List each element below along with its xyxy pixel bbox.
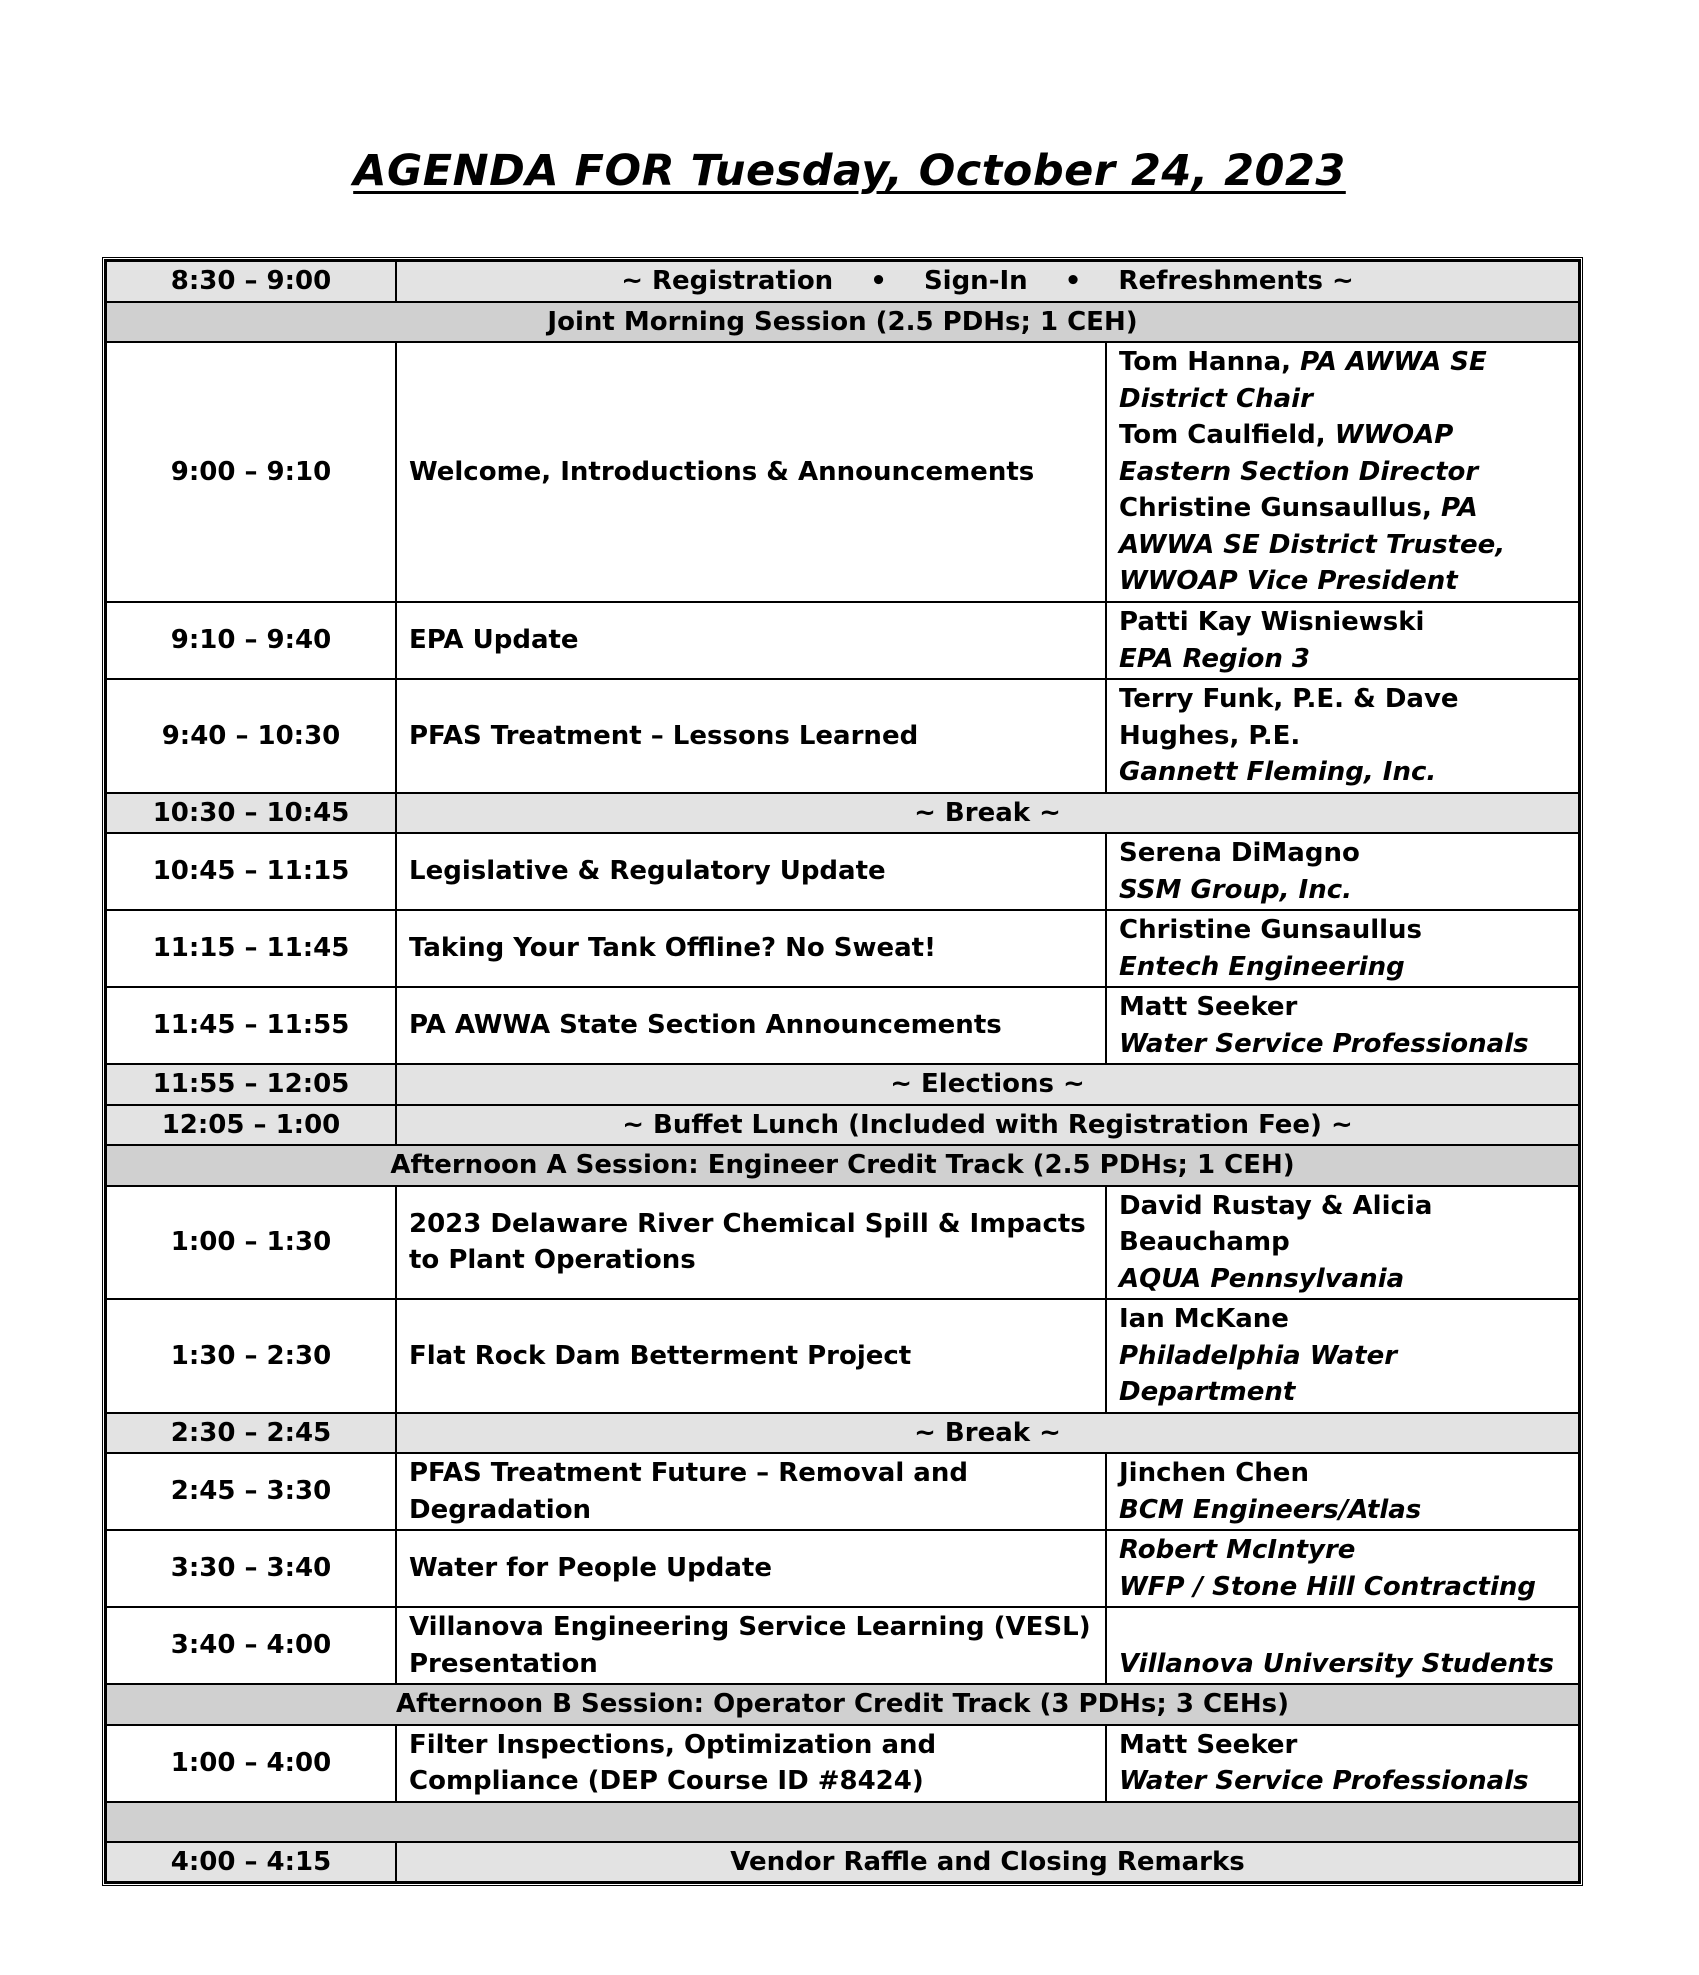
topic-cell: PFAS Treatment Future – Removal and Degradation	[396, 1453, 1106, 1530]
speaker-cell	[1106, 1607, 1579, 1684]
time-cell: 4:00 – 4:15	[106, 1842, 396, 1883]
topic-cell: Taking Your Tank Offline? No Sweat!	[396, 910, 1106, 987]
speaker-cell	[1106, 1530, 1579, 1607]
spacer-cell	[106, 1802, 1579, 1842]
speaker-affiliation: Water Service Professionals	[1119, 1766, 1529, 1796]
bullet-icon: •	[1064, 266, 1082, 296]
topic-cell: PFAS Treatment – Lessons Learned	[396, 679, 1106, 793]
refreshments-label: Refreshments ~	[1118, 266, 1354, 296]
speaker-name: Tom Hanna,	[1119, 347, 1301, 378]
page-title: AGENDA FOR Tuesday, October 24, 2023	[353, 146, 1346, 196]
speaker-name: David Rustay & Alicia Beauchamp	[1119, 1190, 1433, 1257]
speaker-cell	[1106, 833, 1579, 910]
speaker-name: Robert McIntyre	[1119, 1535, 1356, 1565]
registration-label: ~ Registration	[621, 266, 834, 296]
time-cell: 11:45 – 11:55	[106, 987, 396, 1064]
speaker-cell	[1106, 910, 1579, 987]
section-header-afternoon-b	[106, 1684, 1579, 1725]
time-cell: 2:45 – 3:30	[106, 1453, 396, 1530]
speaker-cell	[1106, 679, 1579, 793]
registration-cell	[396, 261, 1579, 302]
speaker-cell	[1106, 1299, 1579, 1413]
agenda-row-filter	[106, 1725, 1579, 1802]
topic-cell: Welcome, Introductions & Announcements	[396, 342, 1106, 602]
section-header-joint-morning	[106, 302, 1579, 343]
agenda-row-state	[106, 987, 1579, 1064]
speaker-affiliation: AQUA Pennsylvania	[1119, 1263, 1405, 1294]
speaker-affiliation: Villanova University Students	[1119, 1648, 1554, 1679]
topic-cell: 2023 Delaware River Chemical Spill & Impacts to Plant Operations	[396, 1186, 1106, 1300]
speaker-role: PA AWWA SE District Trustee, WWOAP Vice President	[1119, 493, 1506, 597]
time-cell: 10:45 – 11:15	[106, 833, 396, 910]
speaker-name: Jinchen Chen	[1119, 1458, 1309, 1488]
speaker-cell	[1106, 602, 1579, 679]
time-cell: 1:00 – 4:00	[106, 1725, 396, 1802]
speaker-affiliation: Entech Engineering	[1119, 951, 1405, 982]
time-cell: 9:10 – 9:40	[106, 602, 396, 679]
topic-cell: PA AWWA State Section Announcements	[396, 987, 1106, 1064]
speaker-name: Ian McKane	[1119, 1304, 1289, 1334]
bullet-icon: •	[870, 266, 887, 296]
speaker-name: Christine Gunsaullus,	[1119, 493, 1441, 524]
break-label: ~ Break ~	[396, 1413, 1579, 1454]
speaker-affiliation: BCM Engineers/Atlas	[1119, 1494, 1422, 1525]
break-label: ~ Break ~	[396, 793, 1579, 834]
speaker-affiliation: Philadelphia Water Department	[1119, 1340, 1398, 1407]
speaker-affiliation: Water Service Professionals	[1119, 1028, 1529, 1059]
speaker-role: WWOAP Eastern Section Director	[1119, 420, 1479, 487]
time-cell: 3:30 – 3:40	[106, 1530, 396, 1607]
time-cell: 12:05 – 1:00	[106, 1105, 396, 1146]
agenda-row-registration	[106, 261, 1579, 302]
agenda-row-raffle	[106, 1842, 1579, 1883]
time-cell: 1:30 – 2:30	[106, 1299, 396, 1413]
section-title: Afternoon A Session: Engineer Credit Track (2.5 PDHs; 1 CEH)	[106, 1145, 1579, 1186]
section-title: Joint Morning Session (2.5 PDHs; 1 CEH)	[106, 302, 1579, 343]
topic-cell: EPA Update	[396, 602, 1106, 679]
time-cell: 1:00 – 1:30	[106, 1186, 396, 1300]
time-cell: 3:40 – 4:00	[106, 1607, 396, 1684]
time-cell: 9:40 – 10:30	[106, 679, 396, 793]
speaker-cell	[1106, 1725, 1579, 1802]
speaker-affiliation: SSM Group, Inc.	[1119, 874, 1352, 905]
speaker-entry	[1119, 490, 1566, 600]
speaker-affiliation: EPA Region 3	[1119, 643, 1311, 674]
speaker-name: Serena DiMagno	[1119, 838, 1360, 868]
agenda-row-legislative	[106, 833, 1579, 910]
agenda-row-welcome	[106, 342, 1579, 602]
lunch-label: ~ Buffet Lunch (Included with Registration Fee) ~	[396, 1105, 1579, 1146]
agenda-table	[102, 257, 1583, 1886]
section-header-afternoon-a	[106, 1145, 1579, 1186]
speaker-cell	[1106, 987, 1579, 1064]
raffle-label: Vendor Raffle and Closing Remarks	[396, 1842, 1579, 1883]
agenda-row-lunch	[106, 1105, 1579, 1146]
speaker-role: PA AWWA SE District Chair	[1119, 347, 1487, 414]
time-cell: 11:55 – 12:05	[106, 1064, 396, 1105]
speaker-name: Christine Gunsaullus	[1119, 915, 1423, 945]
topic-cell: Villanova Engineering Service Learning (VESL) Presentation	[396, 1607, 1106, 1684]
agenda-row-pfas-future	[106, 1453, 1579, 1530]
topic-cell: Legislative & Regulatory Update	[396, 833, 1106, 910]
agenda-row-dam	[106, 1299, 1579, 1413]
speaker-entry	[1119, 417, 1566, 490]
time-cell: 10:30 – 10:45	[106, 793, 396, 834]
agenda-row-tank	[106, 910, 1579, 987]
section-title: Afternoon B Session: Operator Credit Track (3 PDHs; 3 CEHs)	[106, 1684, 1579, 1725]
speaker-entry	[1119, 344, 1566, 417]
speaker-name: Tom Caulfield,	[1119, 420, 1335, 451]
time-cell: 9:00 – 9:10	[106, 342, 396, 602]
agenda-row-spill	[106, 1186, 1579, 1300]
speaker-name: Terry Funk, P.E. & Dave Hughes, P.E.	[1119, 684, 1459, 751]
speaker-name: Matt Seeker	[1119, 1729, 1298, 1760]
speaker-name: Patti Kay Wisniewski	[1119, 607, 1425, 637]
speaker-affiliation: Gannett Fleming, Inc.	[1119, 757, 1437, 787]
agenda-row-break	[106, 1413, 1579, 1454]
speaker-name: Matt Seeker	[1119, 992, 1298, 1022]
speaker-cell	[1106, 342, 1579, 602]
topic-cell: Filter Inspections, Optimization and Compliance (DEP Course ID #8424)	[396, 1725, 1106, 1802]
elections-label: ~ Elections ~	[396, 1064, 1579, 1105]
spacer-row	[106, 1802, 1579, 1842]
sign-in-label: Sign-In	[923, 266, 1028, 296]
agenda-row-pfas	[106, 679, 1579, 793]
speaker-cell	[1106, 1186, 1579, 1300]
agenda-row-wfp	[106, 1530, 1579, 1607]
speaker-affiliation: WFP / Stone Hill Contracting	[1119, 1571, 1536, 1602]
agenda-row-break	[106, 793, 1579, 834]
time-cell: 11:15 – 11:45	[106, 910, 396, 987]
agenda-row-elections	[106, 1064, 1579, 1105]
time-cell: 2:30 – 2:45	[106, 1413, 396, 1454]
agenda-row-epa	[106, 602, 1579, 679]
speaker-cell	[1106, 1453, 1579, 1530]
agenda-row-vesl	[106, 1607, 1579, 1684]
topic-cell: Flat Rock Dam Betterment Project	[396, 1299, 1106, 1413]
topic-cell: Water for People Update	[396, 1530, 1106, 1607]
time-cell: 8:30 – 9:00	[106, 261, 396, 302]
